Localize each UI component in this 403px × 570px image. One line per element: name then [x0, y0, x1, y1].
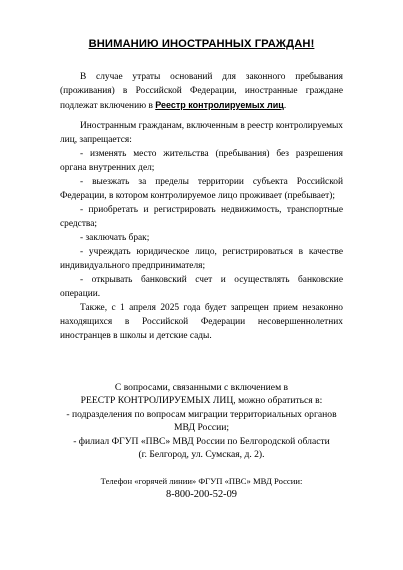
intro-paragraph — [60, 70, 343, 113]
contacts-line: - филиал ФГУП «ПВС» МВД России по Белгородской области — [73, 435, 330, 447]
hotline-label: Телефон «горячей линии» ФГУП «ПВС» МВД России: — [100, 476, 303, 486]
contacts-line: - подразделения по вопросам миграции территориальных органов — [66, 408, 337, 420]
list-item: - учреждать юридическое лицо, регистрироваться в качестве индивидуального предпринимателя; — [60, 247, 343, 271]
list-item: - выезжать за пределы территории субъекта Российской Федерации, в котором контролируемое лицо проживает (пребывает); — [60, 177, 343, 201]
prohibition-intro: Иностранным гражданам, включенным в реестр контролируемых лиц, запрещается: — [60, 121, 343, 145]
intro-end: . — [283, 101, 287, 111]
contacts-line: (г. Белгород, ул. Сумская, д. 2). — [138, 449, 265, 461]
document-title: ВНИМАНИЮ ИНОСТРАННЫХ ГРАЖДАН! — [88, 38, 315, 50]
intro-text: В случае утраты оснований для законного пребывания (проживания) в Российской Федерации, иностранные граждане подлежат включению в — [60, 72, 343, 111]
list-item: - заключать брак; — [80, 233, 150, 243]
registry-link: Реестр контролируемых лиц — [155, 100, 284, 110]
contacts-line: РЕЕСТР КОНТРОЛИРУЕМЫХ ЛИЦ, можно обратиться в: — [80, 395, 323, 407]
contacts-line: С вопросами, связанными с включением в — [114, 382, 289, 393]
document-body — [60, 70, 343, 343]
hotline-block — [0, 475, 403, 501]
list-item: - изменять место жительства (пребывания) без разрешения органа внутренних дел; — [60, 149, 343, 173]
list-item: - приобретать и регистрировать недвижимость, транспортные средства; — [60, 205, 343, 229]
contacts-block — [40, 381, 363, 461]
hotline-number: 8-800-200-52-09 — [166, 489, 237, 500]
prohibition-list — [60, 147, 343, 301]
contacts-line: МВД России; — [173, 422, 230, 434]
list-item: - открывать банковский счет и осуществлять банковские операции. — [60, 275, 343, 299]
schools-notice: Также, с 1 апреля 2025 года будет запрещен прием незаконно находящихся в Российской Федерации несовершеннолетних иностранцев в школы и детские сады. — [60, 303, 343, 341]
